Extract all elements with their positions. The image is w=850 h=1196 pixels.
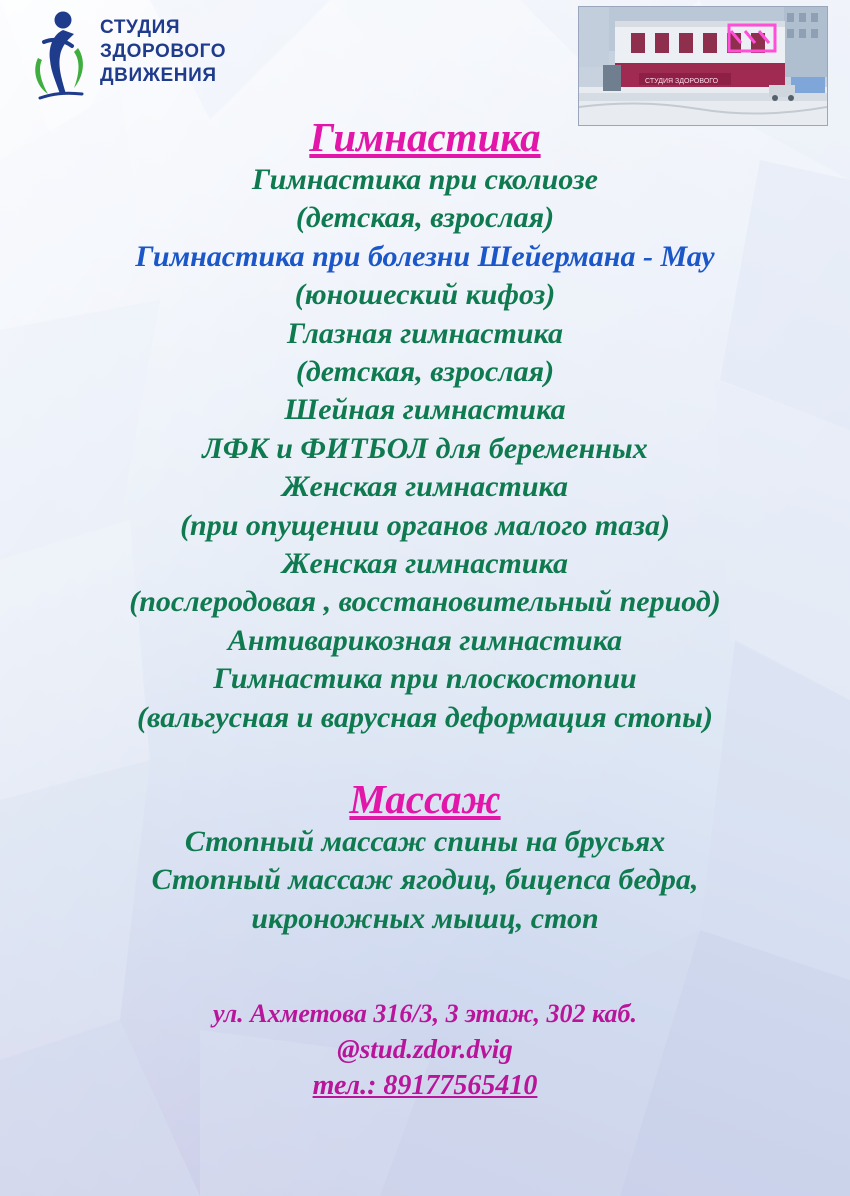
gymnastics-line-7: Шейная гимнастика: [284, 393, 566, 427]
gymnastics-line-15: (вальгусная и варусная деформация стопы): [137, 700, 713, 734]
section-gymnastics: [0, 116, 850, 737]
gymnastics-line-13: Антиварикозная гимнастика: [227, 623, 623, 657]
instagram-handle[interactable]: @stud.zdor.dvig: [337, 1033, 513, 1064]
brand-name-line-3: ДВИЖЕНИЯ: [100, 64, 217, 86]
gymnastics-line-11: Женская гимнастика: [282, 546, 568, 580]
section-massage: [0, 778, 850, 938]
massage-title: Массаж: [349, 776, 501, 822]
address-text: ул. Ахметова 316/3, 3 этаж, 302 каб.: [212, 999, 637, 1028]
svg-text:СТУДИЯ ЗДОРОВОГО: СТУДИЯ ЗДОРОВОГО: [645, 78, 719, 85]
massage-line-1: Стопный массаж спины на брусьях: [184, 825, 666, 859]
person-stretching-logo-icon: [30, 8, 92, 104]
phone-number[interactable]: тел.: 89177565410: [312, 1070, 538, 1102]
gymnastics-line-8: ЛФК и ФИТБОЛ для беременных: [202, 431, 648, 465]
brand-name: [100, 16, 226, 88]
gymnastics-line-4: (юношеский кифоз): [294, 278, 556, 312]
gymnastics-line-5: Глазная гимнастика: [287, 316, 563, 350]
gymnastics-line-14: Гимнастика при плоскостопии: [213, 662, 637, 696]
contacts-block: [0, 997, 850, 1105]
massage-line-2: Стопный массаж ягодиц, бицепса бедра,: [151, 863, 699, 897]
brand-name-line-2: ЗДОРОВОГО: [100, 40, 227, 62]
gymnastics-line-3: Гимнастика при болезни Шейермана - Мау: [135, 239, 715, 273]
gymnastics-line-1: Гимнастика при сколиозе: [252, 163, 598, 197]
building-photo: [578, 6, 828, 126]
gymnastics-line-2: (детская, взрослая): [295, 201, 555, 235]
brand-name-line-1: СТУДИЯ: [100, 17, 181, 38]
gymnastics-title: Гимнастика: [309, 114, 541, 160]
massage-line-3: икроножных мышц, стоп: [251, 901, 599, 935]
gymnastics-line-6: (детская, взрослая): [295, 355, 555, 388]
gymnastics-line-12: (послеродовая , восстановительный период): [129, 585, 721, 619]
gymnastics-line-10: (при опущении органов малого таза): [180, 508, 670, 542]
gymnastics-line-9: Женская гимнастика: [282, 470, 568, 504]
brand-logo: [30, 8, 226, 104]
